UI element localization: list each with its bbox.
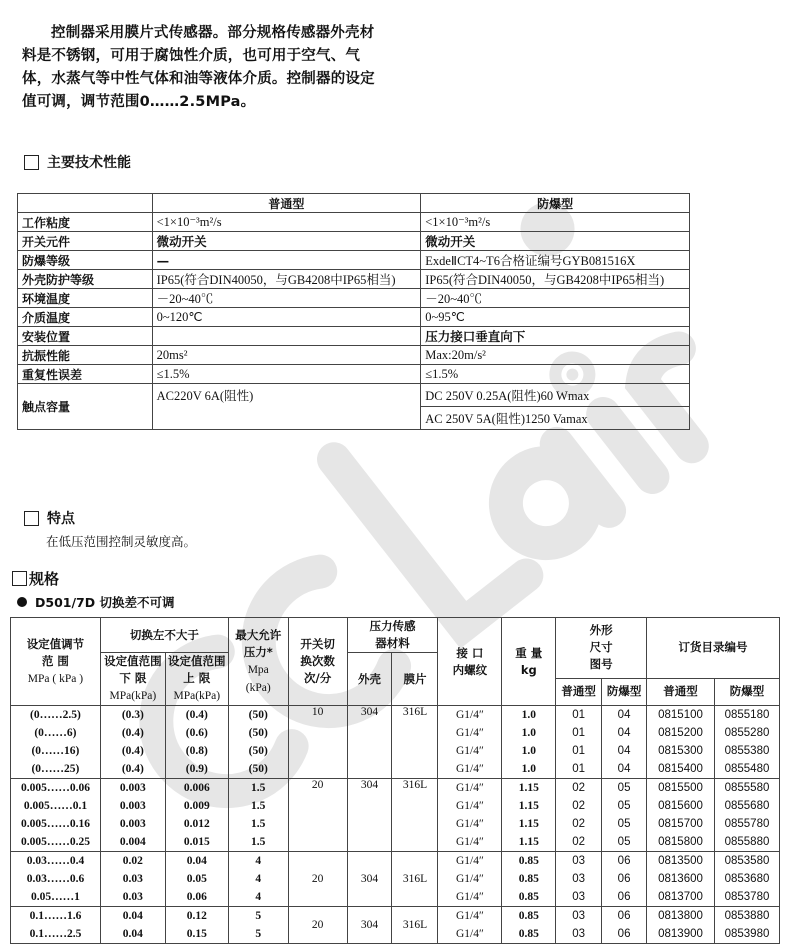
order-ex-value: 0853680 bbox=[714, 870, 779, 888]
order-normal-value: 0815500 bbox=[647, 779, 715, 798]
col-normal: 普通型 bbox=[152, 194, 421, 213]
header-lower: 设定值范围 下 限 MPa(kPa) bbox=[100, 653, 165, 706]
spec-label: 开关元件 bbox=[18, 232, 153, 251]
weight-value: 1.0 bbox=[502, 724, 556, 742]
port-value: G1/4″ bbox=[438, 870, 502, 888]
weight-value: 1.15 bbox=[502, 797, 556, 815]
header-order-ex: 防爆型 bbox=[714, 678, 779, 705]
lower-value: (0.4) bbox=[100, 724, 165, 742]
dims-ex-value: 05 bbox=[602, 797, 647, 815]
specs-row bbox=[18, 384, 690, 430]
specs-heading bbox=[24, 152, 131, 172]
range-value: 0.03……0.4 bbox=[11, 852, 101, 871]
header-max-pressure: 最大允许 压力* Mpa (kPa) bbox=[228, 618, 288, 706]
spec-explosion-value: IP65(符合DIN40050，与GB4208中IP65相当) bbox=[421, 270, 690, 289]
housing-value: 304 bbox=[347, 852, 392, 907]
upper-value: 0.009 bbox=[165, 797, 228, 815]
spec-normal-value bbox=[152, 327, 421, 346]
spec-label: 触点容量 bbox=[18, 384, 153, 430]
watermark-letter-l bbox=[334, 410, 526, 625]
upper-value: 0.012 bbox=[165, 815, 228, 833]
upper-value: 0.12 bbox=[165, 907, 228, 926]
weight-value: 1.15 bbox=[502, 833, 556, 852]
header-housing: 外壳 bbox=[347, 653, 392, 706]
order-normal-value: 0813600 bbox=[647, 870, 715, 888]
weight-value: 0.85 bbox=[502, 907, 556, 926]
port-value: G1/4″ bbox=[438, 833, 502, 852]
diaphragm-value: 316L bbox=[392, 706, 438, 779]
max-pressure-value: (50) bbox=[228, 742, 288, 760]
specs-row bbox=[18, 289, 690, 308]
specs-row bbox=[18, 232, 690, 251]
dims-normal-value: 01 bbox=[556, 760, 602, 779]
dims-normal-value: 03 bbox=[556, 907, 602, 926]
model-row bbox=[11, 706, 780, 725]
max-pressure-value: 5 bbox=[228, 907, 288, 926]
order-normal-value: 0815300 bbox=[647, 742, 715, 760]
upper-value: (0.8) bbox=[165, 742, 228, 760]
dims-ex-value: 06 bbox=[602, 888, 647, 907]
order-ex-value: 0855280 bbox=[714, 724, 779, 742]
header-material: 压力传感 器材料 bbox=[347, 618, 438, 653]
spec-explosion-value: <1×10⁻³m²/s bbox=[421, 213, 690, 232]
lower-value: 0.04 bbox=[100, 925, 165, 944]
housing-value: 304 bbox=[347, 706, 392, 779]
weight-value: 1.15 bbox=[502, 815, 556, 833]
spec-normal-value: <1×10⁻³m²/s bbox=[152, 213, 421, 232]
spec-normal-value: — bbox=[152, 251, 421, 270]
lower-value: (0.4) bbox=[100, 742, 165, 760]
cycles-value: 20 bbox=[288, 907, 347, 944]
dims-normal-value: 03 bbox=[556, 925, 602, 944]
range-value: 0.005……0.16 bbox=[11, 815, 101, 833]
header-weight: 重 量 kg bbox=[502, 618, 556, 706]
order-normal-value: 0815200 bbox=[647, 724, 715, 742]
dims-ex-value: 05 bbox=[602, 815, 647, 833]
order-normal-value: 0815100 bbox=[647, 706, 715, 725]
spec-label: 外壳防护等级 bbox=[18, 270, 153, 289]
spec-normal-value: ≤1.5% bbox=[152, 365, 421, 384]
intro-paragraph bbox=[22, 22, 387, 114]
order-normal-value: 0813900 bbox=[647, 925, 715, 944]
order-ex-value: 0855780 bbox=[714, 815, 779, 833]
header-diaphragm: 膜片 bbox=[392, 653, 438, 706]
upper-value: (0.4) bbox=[165, 706, 228, 725]
lower-value: 0.003 bbox=[100, 815, 165, 833]
range-value: 0.005……0.1 bbox=[11, 797, 101, 815]
features-heading bbox=[24, 508, 75, 528]
spec-explosion-value bbox=[421, 384, 690, 430]
weight-value: 0.85 bbox=[502, 852, 556, 871]
model-row bbox=[11, 907, 780, 926]
model-row bbox=[11, 779, 780, 798]
dims-normal-value: 02 bbox=[556, 797, 602, 815]
spec-normal-value: 0~120℃ bbox=[152, 308, 421, 327]
spec-label: 环境温度 bbox=[18, 289, 153, 308]
upper-value: (0.6) bbox=[165, 724, 228, 742]
max-pressure-value: 1.5 bbox=[228, 815, 288, 833]
order-ex-value: 0855680 bbox=[714, 797, 779, 815]
max-pressure-value: (50) bbox=[228, 724, 288, 742]
dims-normal-value: 01 bbox=[556, 742, 602, 760]
watermark-letter-a-stem bbox=[557, 444, 609, 511]
spec-label: 介质温度 bbox=[18, 308, 153, 327]
diaphragm-value: 316L bbox=[392, 852, 438, 907]
lower-value: (0.3) bbox=[100, 706, 165, 725]
port-value: G1/4″ bbox=[438, 907, 502, 926]
spec-normal-value: AC220V 6A(阻性) bbox=[152, 384, 421, 430]
lower-value: 0.03 bbox=[100, 888, 165, 907]
max-pressure-value: 4 bbox=[228, 888, 288, 907]
order-ex-value: 0855880 bbox=[714, 833, 779, 852]
max-pressure-value: 5 bbox=[228, 925, 288, 944]
dims-ex-value: 06 bbox=[602, 870, 647, 888]
order-ex-value: 0853880 bbox=[714, 907, 779, 926]
lower-value: 0.004 bbox=[100, 833, 165, 852]
order-ex-value: 0855380 bbox=[714, 742, 779, 760]
order-ex-value: 0853980 bbox=[714, 925, 779, 944]
port-value: G1/4″ bbox=[438, 724, 502, 742]
spec-label: 安装位置 bbox=[18, 327, 153, 346]
port-value: G1/4″ bbox=[438, 706, 502, 725]
specs-table bbox=[17, 193, 690, 430]
checkbox-square-icon bbox=[24, 511, 39, 526]
cycles-value: 20 bbox=[288, 852, 347, 907]
dims-normal-value: 01 bbox=[556, 724, 602, 742]
housing-value: 304 bbox=[347, 907, 392, 944]
port-value: G1/4″ bbox=[438, 760, 502, 779]
order-normal-value: 0813500 bbox=[647, 852, 715, 871]
lower-value: (0.4) bbox=[100, 760, 165, 779]
features-text: 在低压范围控制灵敏度高。 bbox=[46, 535, 197, 549]
max-pressure-value: 1.5 bbox=[228, 833, 288, 852]
order-normal-value: 0815700 bbox=[647, 815, 715, 833]
range-value: 0.1……1.6 bbox=[11, 907, 101, 926]
order-normal-value: 0813800 bbox=[647, 907, 715, 926]
specs-heading-text: 主要技术性能 bbox=[47, 155, 131, 171]
header-order: 订货目录编号 bbox=[647, 618, 780, 679]
upper-value: 0.06 bbox=[165, 888, 228, 907]
range-value: (0……16) bbox=[11, 742, 101, 760]
max-pressure-value: 1.5 bbox=[228, 797, 288, 815]
order-ex-value: 0855180 bbox=[714, 706, 779, 725]
port-value: G1/4″ bbox=[438, 852, 502, 871]
lower-value: 0.03 bbox=[100, 870, 165, 888]
header-dims-normal: 普通型 bbox=[556, 678, 602, 705]
range-value: 0.03……0.6 bbox=[11, 870, 101, 888]
spec-explosion-value: ≤1.5% bbox=[421, 365, 690, 384]
weight-value: 1.15 bbox=[502, 779, 556, 798]
order-normal-value: 0815600 bbox=[647, 797, 715, 815]
model-row bbox=[11, 852, 780, 871]
lower-value: 0.003 bbox=[100, 797, 165, 815]
max-pressure-value: 4 bbox=[228, 852, 288, 871]
checkbox-square-icon bbox=[12, 571, 27, 586]
dims-normal-value: 02 bbox=[556, 779, 602, 798]
spec-label: 工作粘度 bbox=[18, 213, 153, 232]
dims-ex-value: 05 bbox=[602, 779, 647, 798]
dims-ex-value: 04 bbox=[602, 706, 647, 725]
watermark-letter-a bbox=[490, 447, 602, 559]
dims-ex-value: 04 bbox=[602, 742, 647, 760]
spec-label: 防爆等级 bbox=[18, 251, 153, 270]
model-table bbox=[10, 617, 780, 944]
intro-text: 控制器采用膜片式传感器。部分规格传感器外壳材料是不锈钢，可用于腐蚀性介质，也可用于空气、气体，水蒸气等中性气体和油等液体介质。控制器的设定值可调，调节范围0……2.5MPa。 bbox=[22, 25, 375, 110]
port-value: G1/4″ bbox=[438, 815, 502, 833]
dims-normal-value: 02 bbox=[556, 815, 602, 833]
spec-section-heading bbox=[12, 568, 59, 589]
header-dims: 外形 尺寸 图号 bbox=[556, 618, 647, 679]
specs-row bbox=[18, 327, 690, 346]
range-value: 0.05……1 bbox=[11, 888, 101, 907]
spec-explosion-value: 压力接口垂直向下 bbox=[421, 327, 690, 346]
range-value: (0……25) bbox=[11, 760, 101, 779]
spec-normal-value: 20ms² bbox=[152, 346, 421, 365]
model-subheading-text: D501/7D 切换差不可调 bbox=[35, 595, 175, 610]
weight-value: 1.0 bbox=[502, 760, 556, 779]
cycles-value: 10 bbox=[288, 706, 347, 779]
checkbox-square-icon bbox=[24, 155, 39, 170]
specs-row bbox=[18, 213, 690, 232]
dims-normal-value: 03 bbox=[556, 888, 602, 907]
lower-value: 0.04 bbox=[100, 907, 165, 926]
port-value: G1/4″ bbox=[438, 797, 502, 815]
port-value: G1/4″ bbox=[438, 742, 502, 760]
range-value: 0.005……0.06 bbox=[11, 779, 101, 798]
spec-normal-value: －20~40℃ bbox=[152, 289, 421, 308]
header-range: 设定值调节 范 围 MPa ( kPa ) bbox=[11, 618, 101, 706]
dims-ex-value: 06 bbox=[602, 907, 647, 926]
order-ex-value: 0855580 bbox=[714, 779, 779, 798]
port-value: G1/4″ bbox=[438, 925, 502, 944]
order-ex-value: 0853580 bbox=[714, 852, 779, 871]
specs-row bbox=[18, 308, 690, 327]
weight-value: 0.85 bbox=[502, 888, 556, 907]
range-value: 0.005……0.25 bbox=[11, 833, 101, 852]
lower-value: 0.003 bbox=[100, 779, 165, 798]
upper-value: 0.05 bbox=[165, 870, 228, 888]
lower-value: 0.02 bbox=[100, 852, 165, 871]
dims-ex-value: 06 bbox=[602, 852, 647, 871]
spec-explosion-line: AC 250V 5A(阻性)1250 Vamax bbox=[425, 412, 588, 426]
header-dims-ex: 防爆型 bbox=[602, 678, 647, 705]
spec-normal-value: 微动开关 bbox=[152, 232, 421, 251]
features-heading-text: 特点 bbox=[47, 511, 75, 527]
max-pressure-value: 1.5 bbox=[228, 779, 288, 798]
specs-row bbox=[18, 346, 690, 365]
weight-value: 1.0 bbox=[502, 742, 556, 760]
diaphragm-value: 316L bbox=[392, 779, 438, 852]
weight-value: 0.85 bbox=[502, 870, 556, 888]
upper-value: (0.9) bbox=[165, 760, 228, 779]
max-pressure-value: (50) bbox=[228, 706, 288, 725]
specs-row bbox=[18, 251, 690, 270]
dims-normal-value: 02 bbox=[556, 833, 602, 852]
order-normal-value: 0815800 bbox=[647, 833, 715, 852]
bullet-icon bbox=[17, 597, 27, 607]
spec-normal-value: IP65(符合DIN40050，与GB4208中IP65相当) bbox=[152, 270, 421, 289]
range-value: (0……6) bbox=[11, 724, 101, 742]
dims-ex-value: 06 bbox=[602, 925, 647, 944]
weight-value: 1.0 bbox=[502, 706, 556, 725]
col-explosion: 防爆型 bbox=[421, 194, 690, 213]
max-pressure-value: (50) bbox=[228, 760, 288, 779]
spec-explosion-value: －20~40℃ bbox=[421, 289, 690, 308]
header-cycles: 开关切 换次数 次/分 bbox=[288, 618, 347, 706]
range-value: (0……2.5) bbox=[11, 706, 101, 725]
dims-normal-value: 03 bbox=[556, 870, 602, 888]
order-normal-value: 0813700 bbox=[647, 888, 715, 907]
model-subheading bbox=[17, 593, 174, 611]
col-blank bbox=[18, 194, 153, 213]
spec-section-heading-text: 规格 bbox=[29, 570, 60, 588]
weight-value: 0.85 bbox=[502, 925, 556, 944]
specs-row bbox=[18, 365, 690, 384]
header-port: 接 口 内螺纹 bbox=[438, 618, 502, 706]
upper-value: 0.006 bbox=[165, 779, 228, 798]
order-ex-value: 0855480 bbox=[714, 760, 779, 779]
header-upper: 设定值范围 上 限 MPa(kPa) bbox=[165, 653, 228, 706]
cycles-value: 20 bbox=[288, 779, 347, 852]
specs-row bbox=[18, 270, 690, 289]
spec-explosion-line: DC 250V 0.25A(阻性)60 Wmax bbox=[421, 384, 689, 407]
upper-value: 0.04 bbox=[165, 852, 228, 871]
order-ex-value: 0853780 bbox=[714, 888, 779, 907]
upper-value: 0.015 bbox=[165, 833, 228, 852]
max-pressure-value: 4 bbox=[228, 870, 288, 888]
dims-ex-value: 04 bbox=[602, 760, 647, 779]
dims-normal-value: 03 bbox=[556, 852, 602, 871]
diaphragm-value: 316L bbox=[392, 907, 438, 944]
dims-ex-value: 04 bbox=[602, 724, 647, 742]
port-value: G1/4″ bbox=[438, 779, 502, 798]
spec-explosion-value: 0~95℃ bbox=[421, 308, 690, 327]
header-switch-diff: 切换左不大于 bbox=[100, 618, 228, 653]
port-value: G1/4″ bbox=[438, 888, 502, 907]
housing-value: 304 bbox=[347, 779, 392, 852]
spec-label: 抗振性能 bbox=[18, 346, 153, 365]
spec-label: 重复性误差 bbox=[18, 365, 153, 384]
dims-normal-value: 01 bbox=[556, 706, 602, 725]
order-normal-value: 0815400 bbox=[647, 760, 715, 779]
upper-value: 0.15 bbox=[165, 925, 228, 944]
range-value: 0.1……2.5 bbox=[11, 925, 101, 944]
header-order-normal: 普通型 bbox=[647, 678, 715, 705]
spec-explosion-value: Max:20m/s² bbox=[421, 346, 690, 365]
dims-ex-value: 05 bbox=[602, 833, 647, 852]
spec-explosion-value: 微动开关 bbox=[421, 232, 690, 251]
spec-explosion-value: ExdeⅡCT4~T6合格证编号GYB081516X bbox=[421, 251, 690, 270]
